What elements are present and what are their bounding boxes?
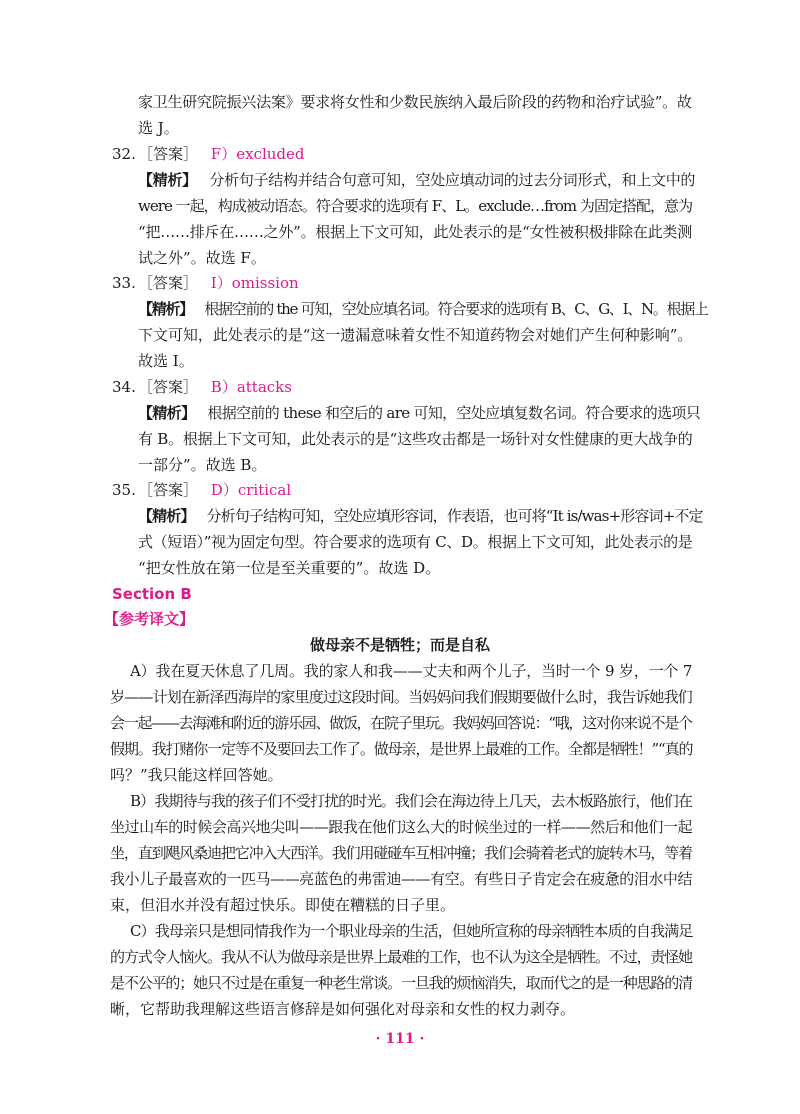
item-number: 34. [112, 378, 136, 396]
answer-value: D）critical [210, 481, 292, 499]
analysis-row [138, 298, 708, 320]
answer-label: ［答案］ [138, 274, 199, 292]
analysis-row [138, 505, 703, 527]
analysis-text: 下文可知，此处表示的是“这一遗漏意味着女性不知道药物会对她们产生何种影响”。 [138, 326, 693, 344]
paragraph-line: C）我母亲只是想同情我作为一个职业母亲的生活，但她所宣称的母亲牺牲本质的自我满足 [130, 922, 693, 940]
analysis-text: 试之外”。故选 F。 [138, 249, 266, 267]
analysis-label: 【精析】 [138, 507, 195, 525]
paragraph-line: 会一起——去海滩和附近的游乐园、做饭，在院子里玩。我妈妈回答说：“哦，这对你来说不是个 [110, 714, 692, 732]
analysis-text: 根据空前的 these 和空后的 are 可知，空处应填复数名词。符合要求的选项只 [207, 404, 701, 422]
paragraph-line: 晰，它帮助我理解这些语言修辞是如何强化对母亲和女性的权力剥夺。 [110, 1000, 576, 1018]
page-number: · 111 · [375, 1031, 425, 1047]
analysis-row [138, 402, 700, 424]
item-number: 35. [112, 481, 136, 499]
paragraph-line: 假期。我打赌你一定等不及要回去工作了。做母亲，是世界上最难的工作。全都是牺牲！”“真的 [110, 740, 693, 758]
analysis-label: 【精析】 [138, 171, 197, 189]
paragraph-line: 坐，直到飓风桑迪把它冲入大西洋。我们用碰碰车互相冲撞；我们会骑着老式的旋转木马，等着 [110, 844, 693, 862]
analysis-text: 故选 I。 [138, 352, 194, 370]
paragraph-line: 吗？”我只能这样回答她。 [110, 766, 283, 784]
analysis-text: “把……排斥在……之外”。根据上下文可知，此处表示的是“女性被积极排除在此类测 [138, 223, 693, 241]
paragraph-line: B）我期待与我的孩子们不受打扰的时光。我们会在海边待上几天，去木板路旅行，他们在 [130, 792, 693, 810]
paragraph-line: 是不公平的；她只不过是在重复一种老生常谈。一旦我的烦恼消失，取而代之的是一种思路的清 [110, 974, 693, 992]
item-number: 33. [112, 274, 136, 292]
answer-label: ［答案］ [138, 145, 199, 163]
answer-value: B）attacks [210, 378, 292, 396]
paragraph-line: 坐过山车的时候会高兴地尖叫——跟我在他们这么大的时候坐过的一样——然后和他们一起 [110, 818, 693, 836]
answer-row [138, 272, 299, 294]
paragraph-line: 束，但泪水并没有超过快乐。即使在糟糕的日子里。 [110, 896, 456, 914]
analysis-row [138, 169, 695, 191]
answer-value: I）omission [210, 274, 299, 292]
answer-row [138, 376, 292, 398]
answer-label: ［答案］ [138, 378, 199, 396]
answer-value: F）excluded [210, 145, 305, 163]
paragraph-line: 的方式令人恼火。我从不认为做母亲是世界上最难的工作，也不认为这全是牺牲。不过，责怪她 [110, 948, 693, 966]
section-heading: Section B [112, 585, 192, 603]
analysis-text: 分析句子结构可知，空处应填形容词，作表语，也可将“It is/was+形容词+不定 [206, 507, 703, 525]
analysis-text: were 一起，构成被动语态。符合要求的选项有 F、L。exclude…from 为固定搭配，意为 [138, 197, 693, 215]
answer-row [138, 479, 291, 501]
intro-line: 家卫生研究院振兴法案》要求将女性和少数民族纳入最后阶段的药物和治疗试验”。故 [138, 93, 692, 111]
reference-label: 【参考译文】 [104, 610, 195, 628]
item-number: 32. [112, 145, 136, 163]
paragraph-line: 岁——计划在新泽西海岸的家里度过这段时间。当妈妈问我们假期要做什么时，我告诉她我们 [110, 688, 693, 706]
analysis-text: 有 B。根据上下文可知，此处表示的是“这些攻击都是一场针对女性健康的更大战争的 [138, 430, 693, 448]
answer-row [138, 143, 304, 165]
article-title: 做母亲不是牺牲；而是自私 [309, 636, 490, 654]
analysis-label: 【精析】 [138, 300, 193, 318]
analysis-text: “把女性放在第一位是至关重要的”。故选 D。 [138, 559, 441, 577]
intro-line: 选 J。 [138, 119, 179, 137]
analysis-text: 一部分”。故选 B。 [138, 456, 267, 474]
analysis-text: 分析句子结构并结合句意可知，空处应填动词的过去分词形式，和上文中的 [209, 171, 696, 189]
answer-label: ［答案］ [138, 481, 199, 499]
analysis-text: 根据空前的 the 可知，空处应填名词。符合要求的选项有 B、C、G、I、N。根据上 [204, 300, 708, 318]
paragraph-line: A）我在夏天休息了几周。我的家人和我——丈夫和两个儿子，当时一个 9 岁，一个 7 [130, 662, 693, 680]
analysis-label: 【精析】 [138, 404, 196, 422]
analysis-text: 式（短语）”视为固定句型。符合要求的选项有 C、D。根据上下文可知，此处表示的是 [138, 533, 693, 551]
paragraph-line: 我小儿子最喜欢的一匹马——亮蓝色的弗雷迪——有空。有些日子肯定会在疲惫的泪水中结 [110, 870, 693, 888]
